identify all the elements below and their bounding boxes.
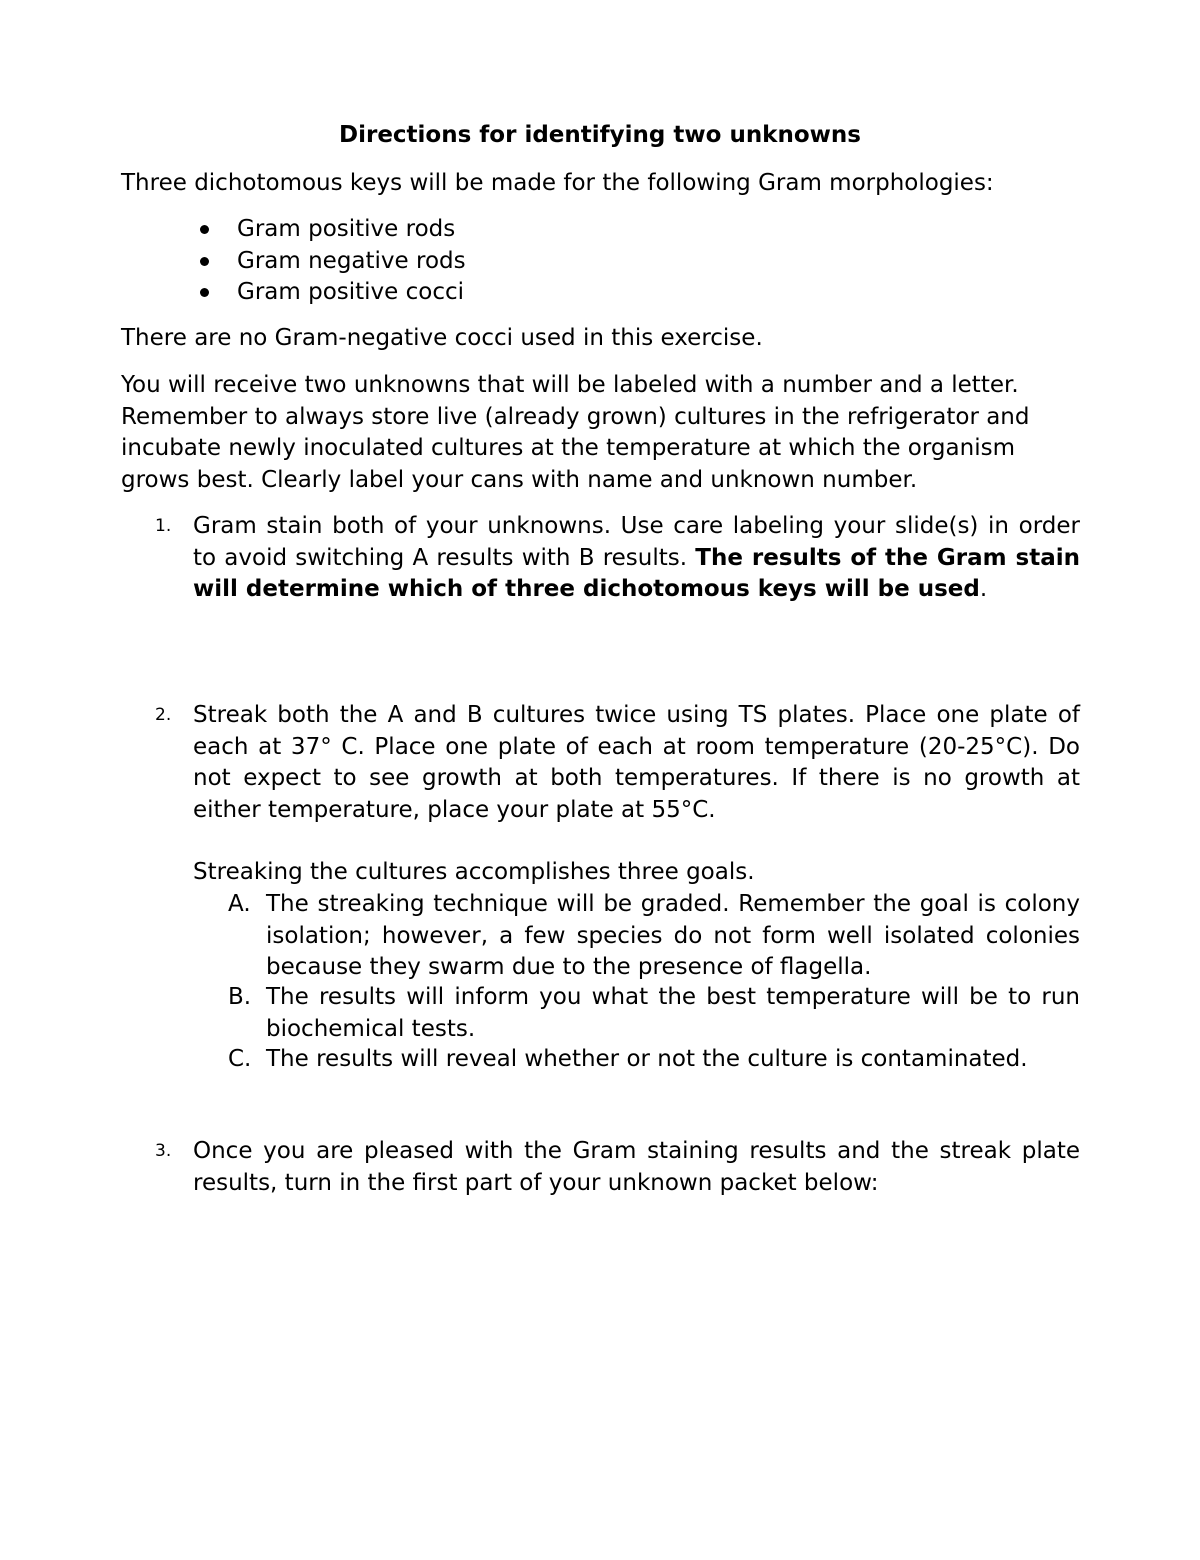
step-2 bbox=[155, 700, 1080, 826]
step-text: Streak both the A and B cultures twice using TS plates. Place one plate of each at 37° C. Place one plate of each at room temperature (20-25°C). Do not expect to see growth at both temperatures. If there is no growth at either temperature, place your plate at 55°C. bbox=[193, 702, 1080, 823]
goal-letter: A. bbox=[228, 891, 251, 917]
list-item bbox=[200, 246, 900, 278]
list-item bbox=[200, 277, 900, 309]
goal-a bbox=[228, 889, 1080, 984]
goal-c bbox=[228, 1044, 1080, 1076]
instructions-paragraph: You will receive two unknowns that will be labeled with a number and a letter. Remember to always store live (already grown) cultures in the refrigerator and incubate newly inoculated cultures at the temperature at which the organism grows best. Clearly label your cans with name and unknown number. bbox=[121, 372, 1030, 493]
step-text: Once you are pleased with the Gram staining results and the streak plate results, turn in the first part of your unknown packet below: bbox=[193, 1138, 1080, 1196]
step-bold-text: The results of the Gram stain will determine which of three dichotomous keys will be used bbox=[193, 544, 1081, 602]
list-item-label: Gram positive rods bbox=[237, 216, 456, 242]
step-number: 2. bbox=[155, 705, 172, 725]
goal-text: The streaking technique will be graded. Remember the goal is colony isolation; however, a few species do not form well isolated colonies because they swarm due to the presence of flagella. bbox=[266, 891, 1080, 980]
morphology-list bbox=[200, 214, 900, 309]
bullet-icon bbox=[200, 225, 209, 234]
goal-text: The results will reveal whether or not the culture is contaminated. bbox=[266, 1046, 1028, 1072]
step-text: Gram stain both of your unknowns. Use care labeling your slide(s) in order to avoid switching A results with B results. bbox=[193, 513, 1080, 571]
goals-lead: Streaking the cultures accomplishes three goals. bbox=[193, 859, 755, 885]
document-title: Directions for identifying two unknowns bbox=[339, 122, 861, 148]
step-body bbox=[193, 511, 1080, 606]
step-number: 1. bbox=[155, 516, 172, 536]
goal-letter: B. bbox=[228, 984, 252, 1010]
step-tail: . bbox=[979, 576, 988, 602]
list-item bbox=[200, 214, 900, 246]
bullet-icon bbox=[200, 257, 209, 266]
bullet-icon bbox=[200, 288, 209, 297]
step-number: 3. bbox=[155, 1141, 172, 1161]
list-item-label: Gram negative rods bbox=[237, 247, 466, 274]
goal-letter: C. bbox=[228, 1046, 252, 1072]
list-item-label: Gram positive cocci bbox=[237, 279, 465, 305]
step-3 bbox=[155, 1136, 1080, 1199]
step-1 bbox=[155, 511, 1080, 606]
goal-b bbox=[228, 982, 1080, 1045]
goal-text: The results will inform you what the best temperature will be to run biochemical tests. bbox=[266, 984, 1080, 1042]
no-negative-cocci-note: There are no Gram-negative cocci used in this exercise. bbox=[121, 325, 763, 351]
intro-text: Three dichotomous keys will be made for the following Gram morphologies: bbox=[121, 170, 994, 196]
